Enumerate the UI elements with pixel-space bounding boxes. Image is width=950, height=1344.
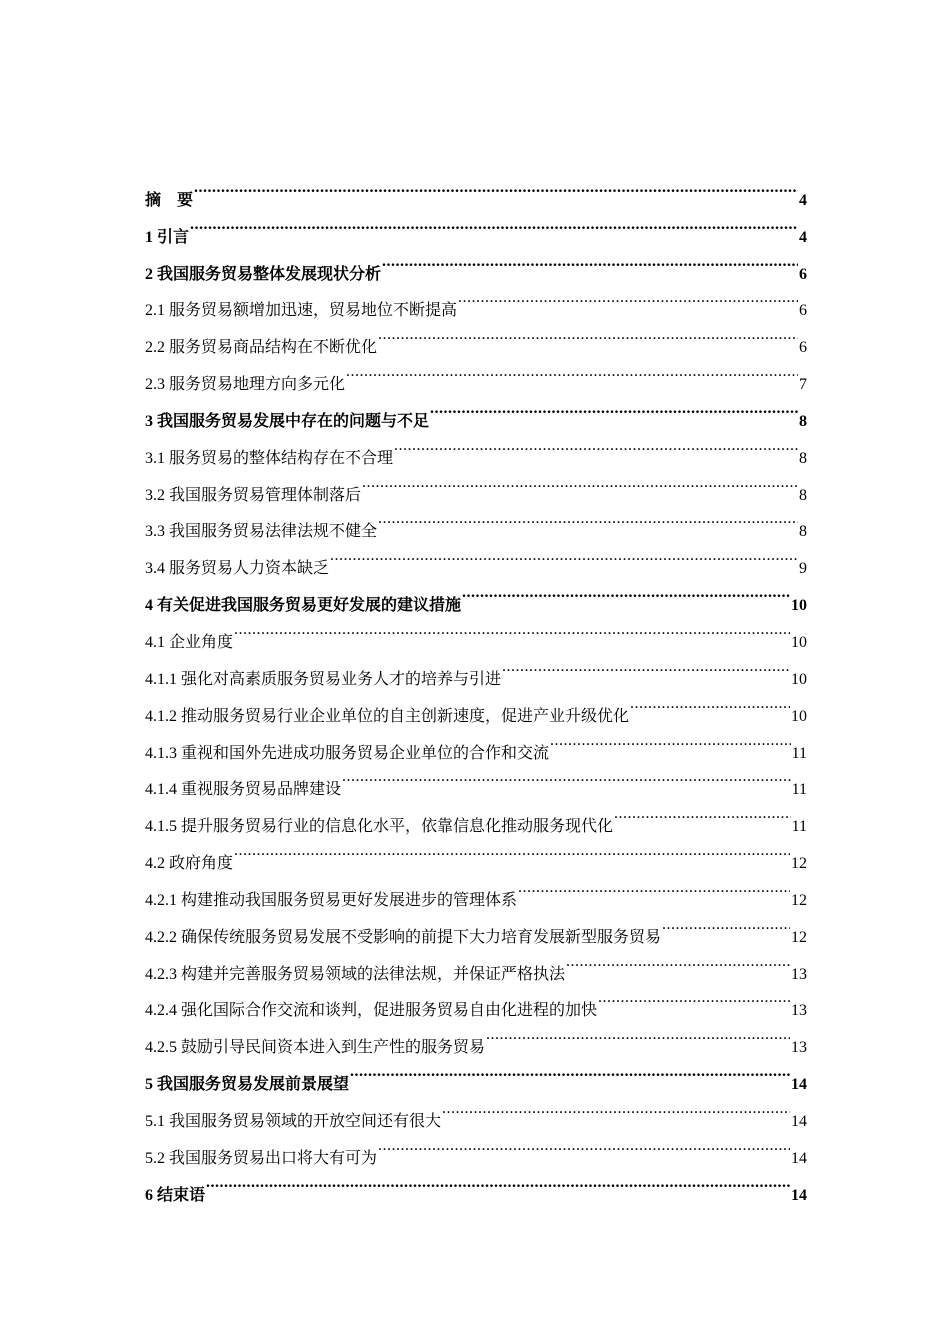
toc-dot-leader xyxy=(378,315,798,352)
toc-dot-leader xyxy=(502,647,790,684)
toc-dot-leader xyxy=(614,794,791,831)
toc-entry-page-number: 13 xyxy=(791,1039,807,1057)
toc-dot-leader xyxy=(550,721,791,758)
toc-entry-page-number: 8 xyxy=(799,412,807,430)
toc-entry-title: 5.1 我国服务贸易领域的开放空间还有很大 xyxy=(145,1112,442,1130)
toc-dot-leader xyxy=(662,905,790,942)
toc-entry-page-number: 13 xyxy=(791,965,807,983)
toc-entry-page-number: 4 xyxy=(799,228,807,246)
toc-entry-title: 4.2.5 鼓励引导民间资本进入到生产性的服务贸易 xyxy=(145,1039,486,1057)
toc-entry-title: 4.2.4 强化国际合作交流和谈判，促进服务贸易自由化进程的加快 xyxy=(145,1002,598,1020)
toc-entry[interactable] xyxy=(145,831,807,873)
toc-entry-page-number: 10 xyxy=(791,670,807,688)
toc-dot-leader xyxy=(462,573,790,610)
toc-entry[interactable] xyxy=(145,1163,807,1204)
toc-dot-leader xyxy=(206,1163,790,1200)
toc-entry-page-number: 6 xyxy=(799,265,807,283)
toc-entry-title: 4.2.3 构建并完善服务贸易领域的法律法规，并保证严格执法 xyxy=(145,965,566,983)
toc-dot-leader xyxy=(598,979,790,1016)
toc-dot-leader xyxy=(190,205,798,242)
toc-entry-title: 4.1.2 推动服务贸易行业企业单位的自主创新速度，促进产业升级优化 xyxy=(145,707,630,725)
toc-entry-title: 5 我国服务贸易发展前景展望 xyxy=(145,1076,350,1094)
toc-entry-page-number: 6 xyxy=(799,302,807,320)
toc-dot-leader xyxy=(234,610,790,647)
toc-entry-page-number: 10 xyxy=(791,633,807,651)
toc-entry-page-number: 14 xyxy=(791,1186,807,1204)
toc-entry-page-number: 14 xyxy=(791,1149,807,1167)
toc-entry-page-number: 14 xyxy=(791,1112,807,1130)
toc-entry-title: 4.1.1 强化对高素质服务贸易业务人才的培养与引进 xyxy=(145,670,502,688)
toc-dot-leader xyxy=(234,831,790,868)
toc-entry-title: 5.2 我国服务贸易出口将大有可为 xyxy=(145,1149,378,1167)
toc-dot-leader xyxy=(486,1015,790,1052)
toc-entry-page-number: 12 xyxy=(791,928,807,946)
toc-entry-title: 4.2.1 构建推动我国服务贸易更好发展进步的管理体系 xyxy=(145,891,518,909)
toc-entry-page-number: 6 xyxy=(799,339,807,357)
toc-entry-title: 2 我国服务贸易整体发展现状分析 xyxy=(145,265,382,283)
toc-entry[interactable] xyxy=(145,647,807,688)
toc-entry-title: 2.1 服务贸易额增加迅速，贸易地位不断提高 xyxy=(145,302,458,320)
toc-entry-title: 3.3 我国服务贸易法律法规不健全 xyxy=(145,523,378,541)
toc-entry-title: 4.2 政府角度 xyxy=(145,855,234,873)
toc-dot-leader xyxy=(458,279,798,316)
toc-entry[interactable] xyxy=(145,868,807,909)
toc-entry-page-number: 12 xyxy=(791,891,807,909)
toc-entry-page-number: 10 xyxy=(791,597,807,615)
toc-entry-page-number: 14 xyxy=(791,1076,807,1094)
toc-dot-leader xyxy=(350,1052,790,1089)
toc-entry-title: 4.1.5 提升服务贸易行业的信息化水平，依靠信息化推动服务现代化 xyxy=(145,818,614,836)
toc-entry-page-number: 9 xyxy=(799,560,807,578)
toc-entry-title: 3.2 我国服务贸易管理体制落后 xyxy=(145,486,362,504)
toc-dot-leader xyxy=(330,536,798,573)
toc-entry-title: 2.3 服务贸易地理方向多元化 xyxy=(145,376,346,394)
toc-entry-title: 摘 要 xyxy=(145,191,194,209)
toc-dot-leader xyxy=(630,684,790,721)
toc-entry-page-number: 13 xyxy=(791,1002,807,1020)
toc-entry-page-number: 12 xyxy=(791,855,807,873)
toc-entry-page-number: 11 xyxy=(791,781,807,799)
toc-entry-title: 6 结束语 xyxy=(145,1186,206,1204)
toc-entry-page-number: 4 xyxy=(799,191,807,209)
toc-dot-leader xyxy=(382,242,798,279)
toc-entry-page-number: 8 xyxy=(799,449,807,467)
toc-entry-title: 2.2 服务贸易商品结构在不断优化 xyxy=(145,339,378,357)
toc-dot-leader xyxy=(194,168,798,205)
toc-dot-leader xyxy=(342,758,791,795)
toc-entry-page-number: 11 xyxy=(791,818,807,836)
toc-entry-title: 4.1.4 重视服务贸易品牌建设 xyxy=(145,781,342,799)
toc-entry-title: 4.1.3 重视和国外先进成功服务贸易企业单位的合作和交流 xyxy=(145,744,550,762)
toc-entry[interactable] xyxy=(145,242,807,283)
toc-dot-leader xyxy=(442,1089,790,1126)
toc-entry-page-number: 8 xyxy=(799,523,807,541)
toc-entry-page-number: 7 xyxy=(799,376,807,394)
table-of-contents xyxy=(145,168,807,1204)
toc-entry[interactable] xyxy=(145,168,807,209)
toc-dot-leader xyxy=(378,1126,790,1163)
toc-entry-page-number: 11 xyxy=(791,744,807,762)
toc-entry-title: 3.4 服务贸易人力资本缺乏 xyxy=(145,560,330,578)
toc-dot-leader xyxy=(518,868,790,905)
toc-dot-leader xyxy=(346,352,798,389)
toc-entry-page-number: 10 xyxy=(791,707,807,725)
toc-entry[interactable] xyxy=(145,205,807,246)
toc-dot-leader xyxy=(566,942,790,979)
toc-entry-title: 4 有关促进我国服务贸易更好发展的建议措施 xyxy=(145,597,462,615)
toc-entry-title: 3 我国服务贸易发展中存在的问题与不足 xyxy=(145,412,430,430)
toc-dot-leader xyxy=(378,500,798,537)
toc-dot-leader xyxy=(430,389,798,426)
toc-entry-title: 4.2.2 确保传统服务贸易发展不受影响的前提下大力培育发展新型服务贸易 xyxy=(145,928,662,946)
toc-dot-leader xyxy=(362,463,798,500)
toc-entry[interactable] xyxy=(145,610,807,651)
toc-entry-title: 1 引言 xyxy=(145,228,190,246)
toc-entry-title: 3.1 服务贸易的整体结构存在不合理 xyxy=(145,449,394,467)
toc-entry-page-number: 8 xyxy=(799,486,807,504)
toc-entry-title: 4.1 企业角度 xyxy=(145,633,234,651)
toc-dot-leader xyxy=(394,426,798,463)
